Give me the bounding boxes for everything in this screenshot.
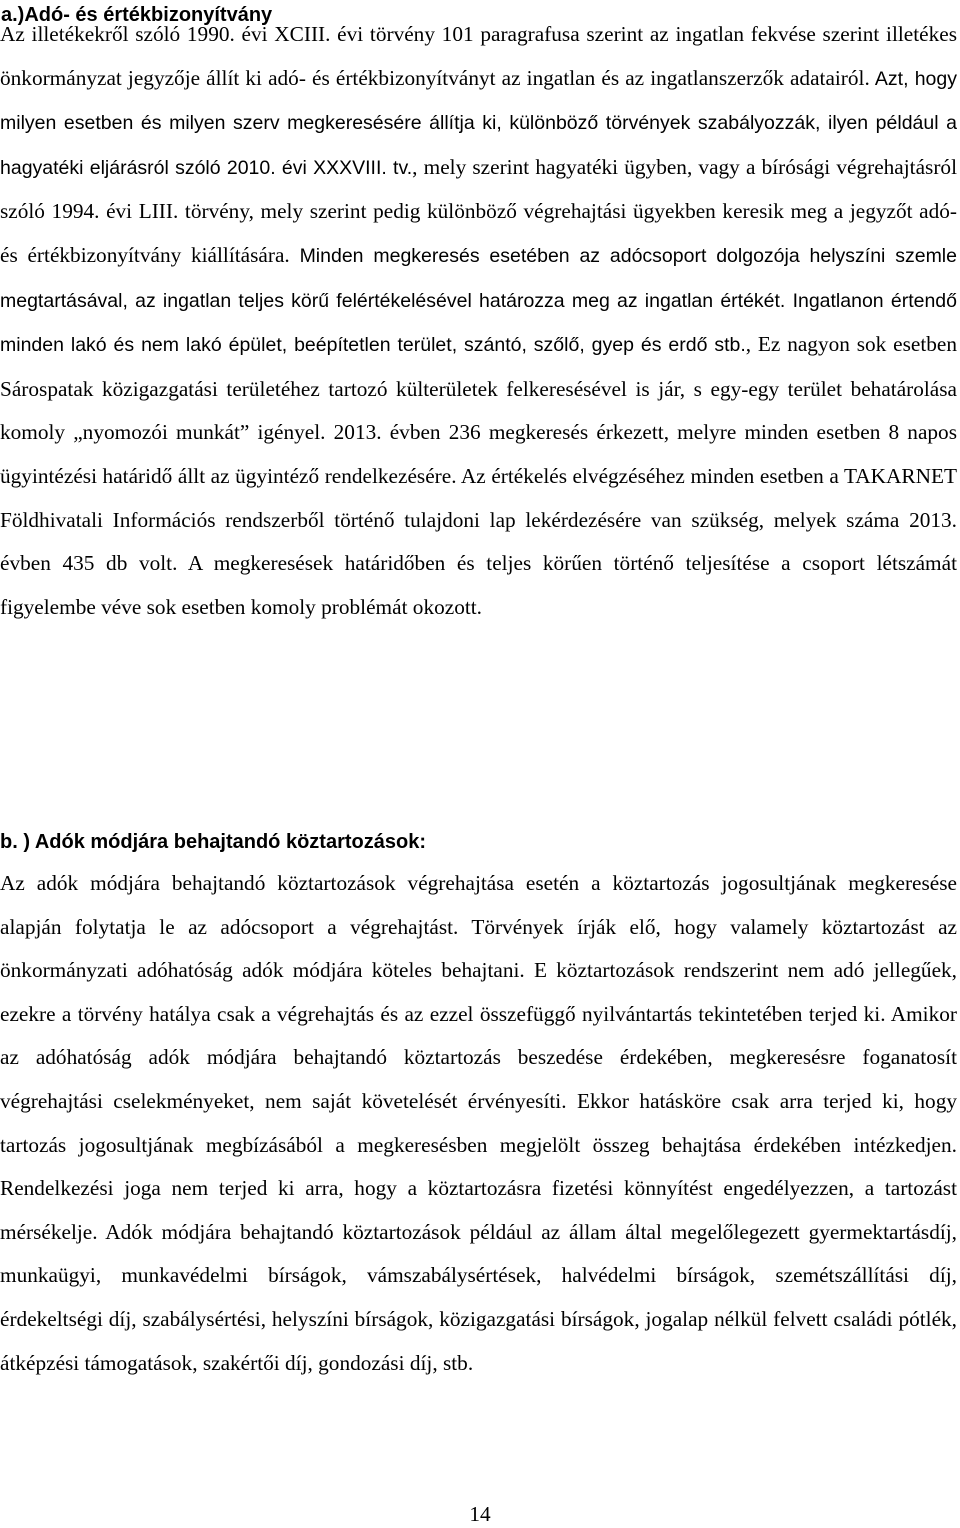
section-b-paragraph bbox=[0, 862, 957, 1385]
section-a-sentence-1: Az illetékekről szóló 1990. évi XCIII. évi törvény 101 paragrafusa szerint az ingatlan fekvése szerint illetékes önkormányzat jegyzője állít ki adó- és értékbizonyítványt az ingatlan és az ingatlanszerzők adatairól. bbox=[0, 22, 957, 90]
section-b-heading-prefix: b. ) bbox=[0, 831, 35, 853]
section-a-sentence-2: Azt, hogy milyen esetben és milyen szerv megkeresésére állítja ki, különböző törvények szabályozzák, ilyen például a hagyatéki eljárásról szóló 2010. évi XXXVIII. tv. bbox=[0, 67, 957, 179]
section-a-sentence-5: , Ez nagyon sok esetben Sárospatak közigazgatási területéhez tartozó külterületek felkeresésével is jár, s egy-egy terület behatárolása komoly „nyomozói munkát” igényel. 2013. évben 236 megkeresés érkezett, melyre minden esetben 8 napos ügyintézési határidő állt az ügyintéző rendelkezésére. Az értékelés elvégzéséhez minden esetben a TAKARNET Földhivatali Információs rendszerből történő tulajdoni lap lekérdezésére van szükség, melyek száma 2013. évben 435 db volt. A megkeresések határidőben és teljes körűen történő teljesítése a csoport létszámát figyelembe véve sok esetben komoly problémát okozott. bbox=[0, 332, 957, 619]
section-a-sentence-3: , mely szerint hagyatéki ügyben, vagy a bírósági végrehajtásról szóló 1994. évi LIII. törvény, mely szerint pedig különböző végrehajtási ügyekben keresik meg a jegyzőt adó- és értékbizonyítvány kiállítására. bbox=[0, 154, 957, 267]
section-b-paragraph-text: Az adók módjára behajtandó köztartozások végrehajtása esetén a köztartozás jogosultjának megkeresése alapján folytatja le az adócsoport a végrehajtást. Törvények írják elő, hogy valamely köztartozást az önkormányzati adóhatóság adók módjára köteles behajtani. E köztartozások rendszerint nem adó jellegűek, ezekre a törvény hatálya csak a végrehajtás és az ezzel összefüggő nyilvántartás tekintetében terjed ki. Amikor az adóhatóság adók módjára behajtandó köztartozás beszedése érdekében, megkeresésre foganatosít végrehajtási cselekményeket, nem saját követelését érvényesíti. Ekkor hatásköre csak arra terjed ki, hogy tartozás jogosultjának megbízásából a megkeresésben megjelölt összeg behajtása érdekében intézkedjen. Rendelkezési joga nem terjed ki arra, hogy a köztartozásra fizetési könnyítést engedélyezzen, a tartozást mérsékelje. Adók módjára behajtandó köztartozások például az állam által megelőlegezett gyermektartásdíj, munkaügyi, munkavédelmi bírságok, vámszabálysértések, halvédelmi bírságok, szemétszállítási díj, érdekeltségi díj, szabálysértési, helyszíni bírságok, közigazgatási bírságok, jogalap nélkül felvett családi pótlék, átképzési támogatások, szakértői díj, gondozási díj, stb. bbox=[0, 871, 957, 1375]
section-b-heading-title: Adók módjára behajtandó köztartozások: bbox=[34, 831, 426, 853]
section-a-paragraph bbox=[0, 13, 957, 629]
page-number: 14 bbox=[469, 1502, 491, 1526]
section-a-heading: a.)Adó- és értékbizonyítvány bbox=[1, 4, 273, 26]
section-b-heading bbox=[0, 822, 426, 862]
section-a-sentence-4: Minden megkeresés esetében az adócsoport dolgozója helyszíni szemle megtartásával, az ingatlan teljes körű felértékelésével határozza meg az ingatlan értékét. Ingatlanon értendő minden lakó és nem lakó épület, beépítetlen terület, szántó, szőlő, gyep és erdő stb. bbox=[0, 244, 957, 357]
